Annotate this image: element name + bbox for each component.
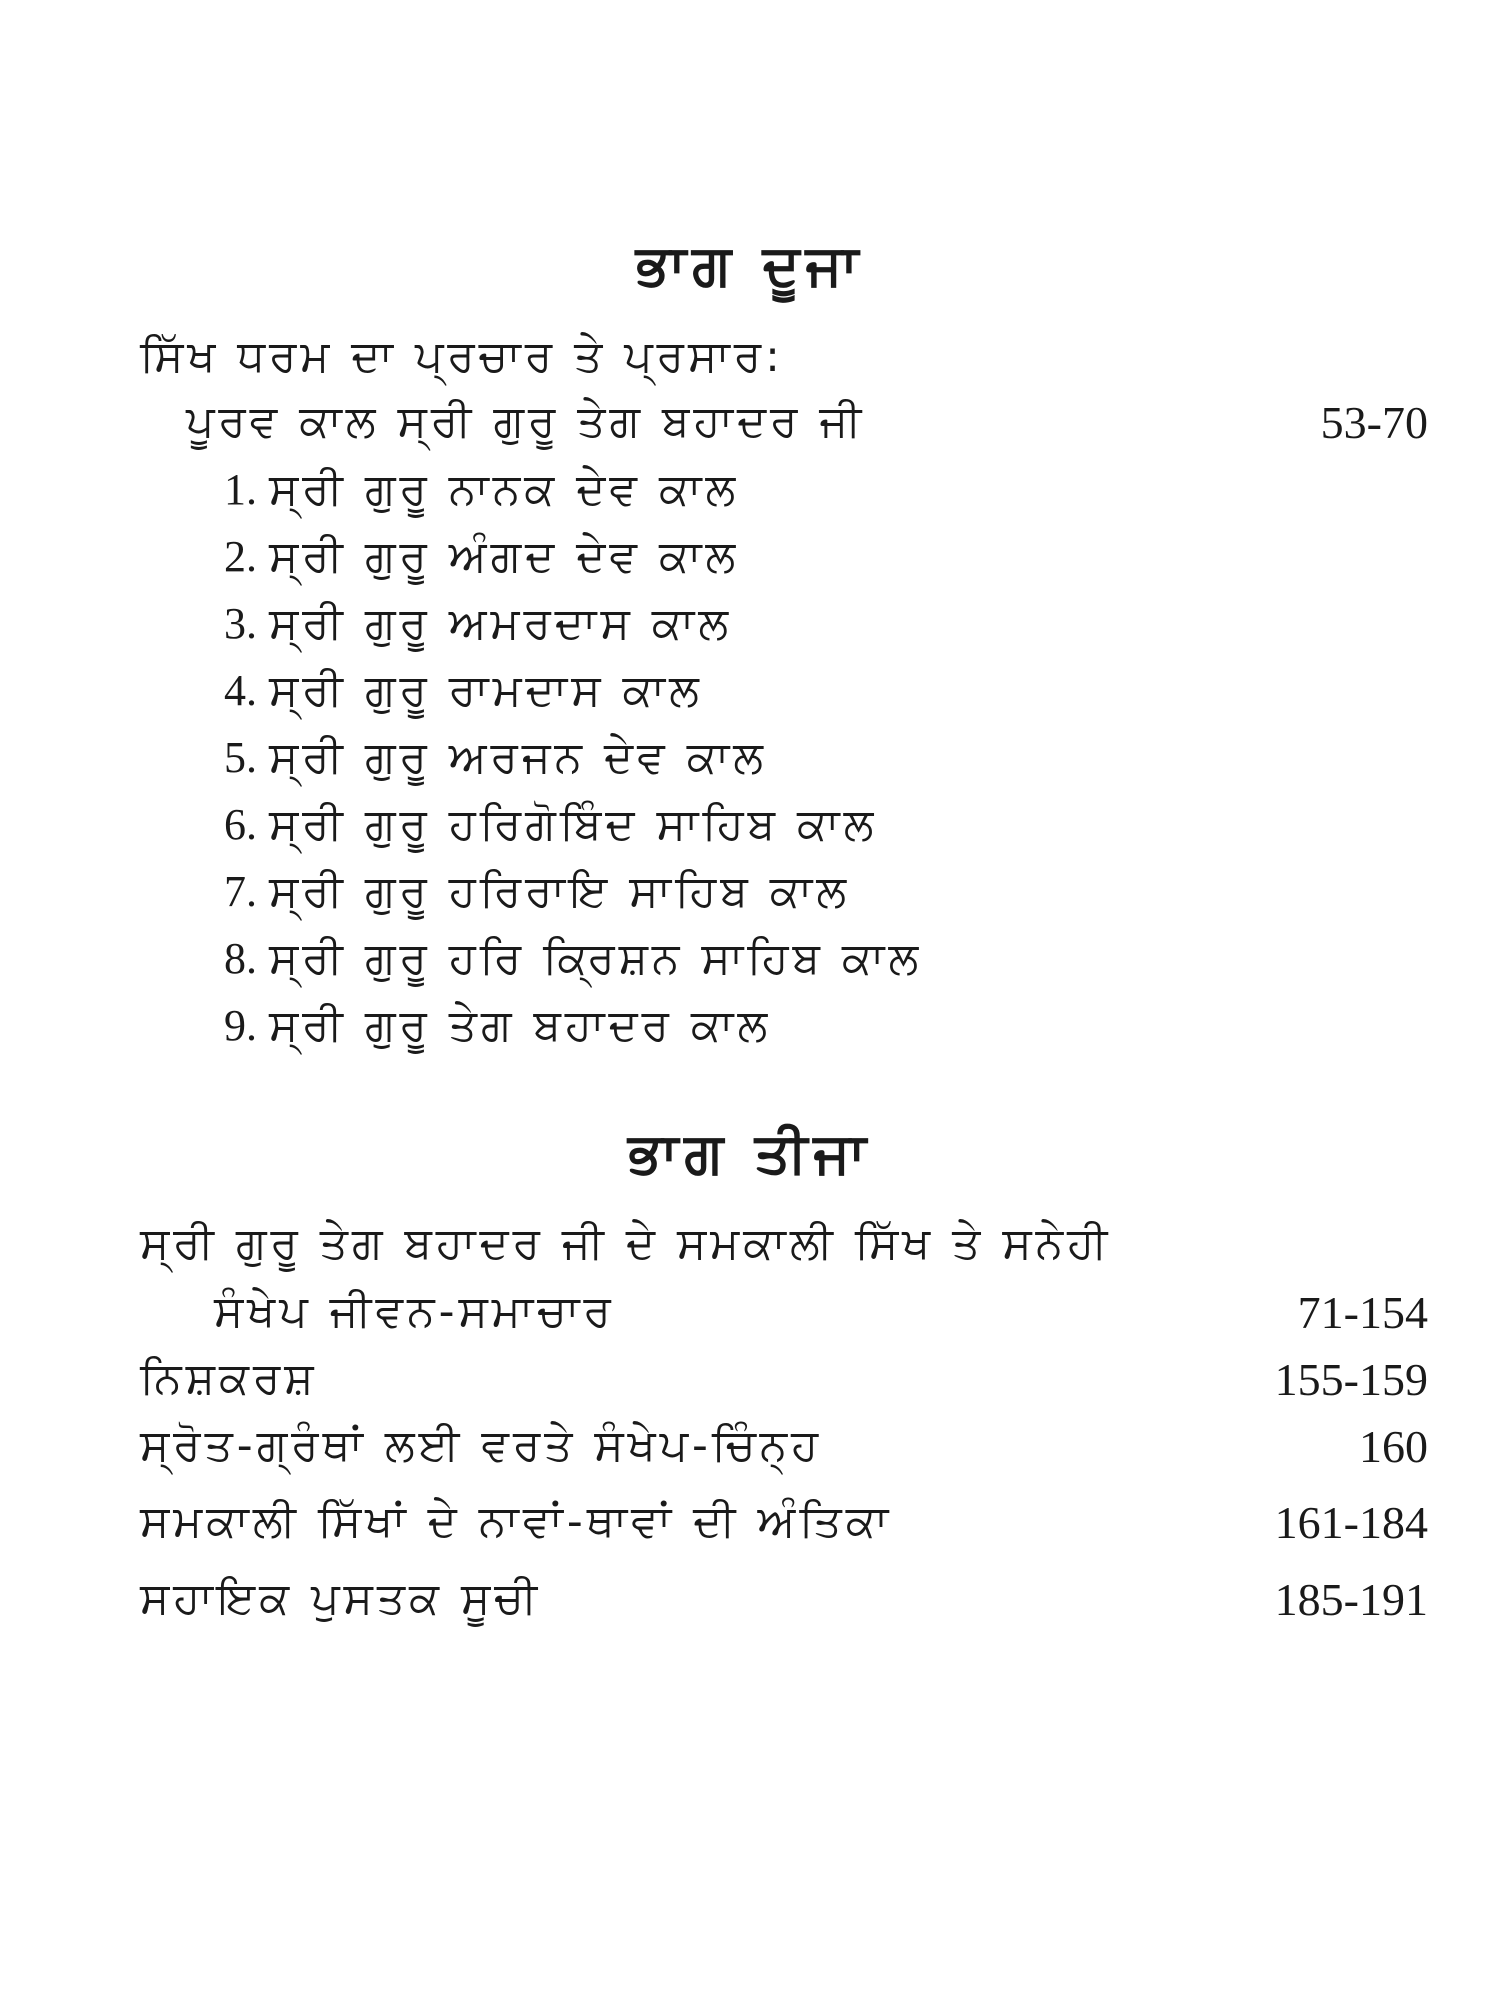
part-two-heading: ਭਾਗ ਦੂਜਾ — [635, 233, 865, 298]
toc-entry-index: ਸਮਕਾਲੀ ਸਿੱਖਾਂ ਦੇ ਨਾਵਾਂ-ਥਾਵਾਂ ਦੀ ਅੰਤਿਕਾ — [140, 1496, 893, 1547]
item-number: 9. — [224, 1001, 257, 1050]
item-text: ਸ੍ਰੀ ਗੁਰੂ ਅਰਜਨ ਦੇਵ ਕਾਲ — [269, 732, 768, 783]
item-number: 4. — [224, 666, 257, 715]
item-number: 8. — [224, 934, 257, 983]
toc-entry-index-pages: 161-184 — [1274, 1497, 1428, 1548]
toc-entry-bibliography: ਸਹਾਇਕ ਪੁਸਤਕ ਸੂਚੀ — [140, 1573, 542, 1624]
toc-item-7 — [224, 866, 851, 917]
part-two-subtitle-pages: 53-70 — [1320, 397, 1428, 448]
toc-item-2 — [224, 531, 740, 582]
toc-item-1 — [224, 464, 740, 515]
item-text: ਸ੍ਰੀ ਗੁਰੂ ਹਰਿ ਕ੍ਰਿਸ਼ਨ ਸਾਹਿਬ ਕਾਲ — [269, 933, 923, 984]
item-number: 5. — [224, 733, 257, 782]
item-text: ਸ੍ਰੀ ਗੁਰੂ ਨਾਨਕ ਦੇਵ ਕਾਲ — [269, 464, 740, 515]
toc-item-8 — [224, 933, 923, 984]
item-text: ਸ੍ਰੀ ਗੁਰੂ ਤੇਗ ਬਹਾਦਰ ਕਾਲ — [269, 1000, 772, 1051]
toc-item-3 — [224, 598, 733, 649]
part-three-entry1-line1: ਸ੍ਰੀ ਗੁਰੂ ਤੇਗ ਬਹਾਦਰ ਜੀ ਦੇ ਸਮਕਾਲੀ ਸਿੱਖ ਤੇ ਸਨੇਹੀ — [140, 1218, 1112, 1269]
part-three-entry1-pages: 71-154 — [1297, 1287, 1428, 1338]
item-text: ਸ੍ਰੀ ਗੁਰੂ ਅੰਗਦ ਦੇਵ ਕਾਲ — [269, 531, 740, 582]
item-number: 1. — [224, 465, 257, 514]
item-number: 7. — [224, 867, 257, 916]
toc-entry-bibliography-pages: 185-191 — [1274, 1574, 1428, 1625]
item-number: 6. — [224, 800, 257, 849]
toc-entry-conclusion: ਨਿਸ਼ਕਰਸ਼ — [140, 1353, 318, 1404]
toc-item-5 — [224, 732, 768, 783]
part-two-subtitle: ਪੂਰਵ ਕਾਲ ਸ੍ਰੀ ਗੁਰੂ ਤੇਗ ਬਹਾਦਰ ਜੀ — [186, 396, 866, 447]
toc-item-9 — [224, 1000, 772, 1051]
toc-item-4 — [224, 665, 703, 716]
item-text: ਸ੍ਰੀ ਗੁਰੂ ਰਾਮਦਾਸ ਕਾਲ — [269, 665, 703, 716]
part-three-entry1-line2: ਸੰਖੇਪ ਜੀਵਨ-ਸਮਾਚਾਰ — [214, 1286, 615, 1337]
toc-entry-abbreviations: ਸ੍ਰੋਤ-ਗ੍ਰੰਥਾਂ ਲਈ ਵਰਤੇ ਸੰਖੇਪ-ਚਿੰਨ੍ਹ — [140, 1420, 823, 1471]
part-three-heading: ਭਾਗ ਤੀਜਾ — [627, 1121, 873, 1186]
item-number: 2. — [224, 532, 257, 581]
part-two-intro: ਸਿੱਖ ਧਰਮ ਦਾ ਪ੍ਰਚਾਰ ਤੇ ਪ੍ਰਸਾਰ: — [140, 331, 784, 382]
item-text: ਸ੍ਰੀ ਗੁਰੂ ਅਮਰਦਾਸ ਕਾਲ — [269, 598, 733, 649]
toc-entry-abbreviations-pages: 160 — [1359, 1421, 1428, 1472]
item-number: 3. — [224, 599, 257, 648]
item-text: ਸ੍ਰੀ ਗੁਰੂ ਹਰਿਰਾਇ ਸਾਹਿਬ ਕਾਲ — [269, 866, 851, 917]
item-text: ਸ੍ਰੀ ਗੁਰੂ ਹਰਿਗੋਬਿੰਦ ਸਾਹਿਬ ਕਾਲ — [269, 799, 878, 850]
toc-item-6 — [224, 799, 878, 850]
toc-entry-conclusion-pages: 155-159 — [1274, 1354, 1428, 1405]
